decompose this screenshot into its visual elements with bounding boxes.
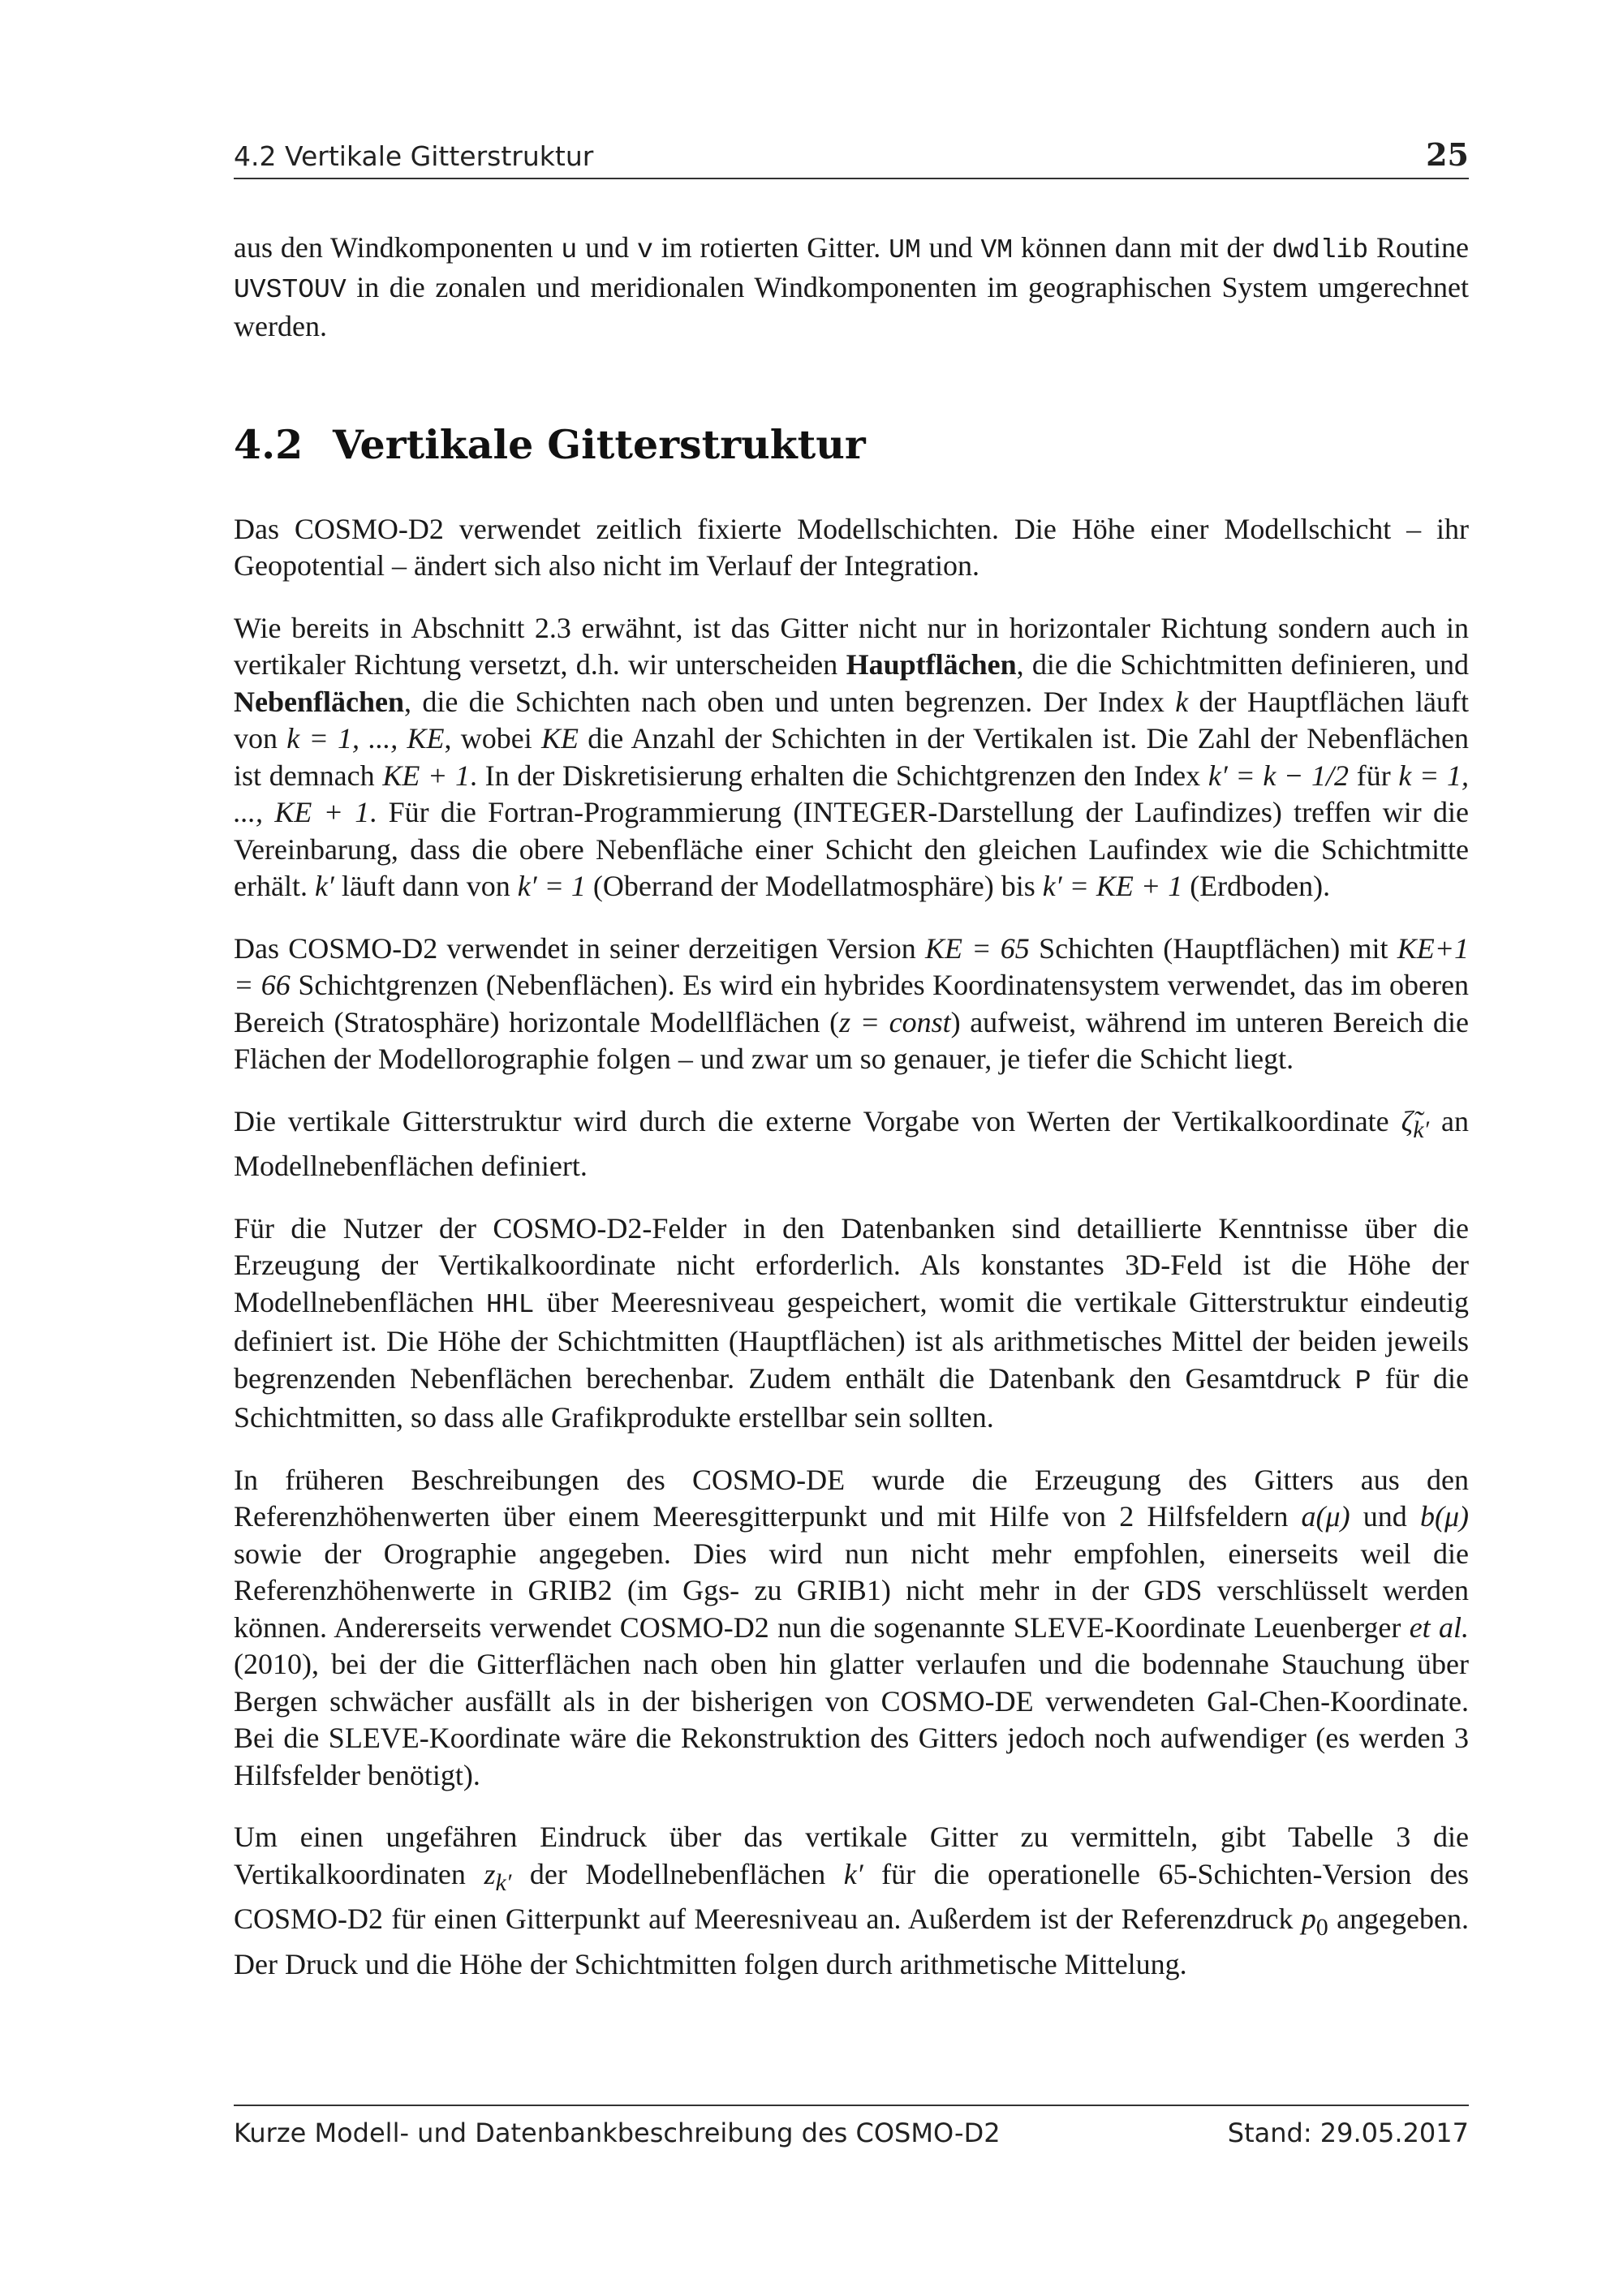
footer-date: Stand: 29.05.2017 <box>1227 2118 1469 2148</box>
paragraph-5: Für die Nutzer der COSMO-D2-Felder in den Datenbanken sind detaillierte Kenntnisse über die Erzeugung der Vertikalkoordinate nicht erforderlich. Als konstantes 3D-Feld ist die Höhe der Modellnebenflächen HHL über Meeresniveau gespeichert, womit die vertikale Gitterstruktur eindeutig definiert ist. Die Höhe der Schichtmitten (Hauptflächen) ist als arithmetisches Mittel der beiden jeweils begrenzenden Nebenflächen berechenbar. Zudem enthält die Datenbank den Gesamtdruck P für die Schichtmitten, so dass alle Grafikprodukte erstellbar sein sollten. <box>234 1211 1470 1434</box>
section-heading <box>234 420 1469 469</box>
header-section-title: 4.2 Vertikale Gitterstruktur <box>234 140 594 172</box>
paragraph-1: Das COSMO-D2 verwendet zeitlich fixierte Modellschichten. Die Höhe einer Modellschicht – ihr Geopotential – ändert sich also nicht im Verlauf der Integration. <box>234 512 1469 582</box>
section-number: 4.2 <box>234 420 304 468</box>
running-header <box>234 136 1469 173</box>
paragraph-6: In früheren Beschreibungen des COSMO-DE wurde die Erzeugung des Gitters aus den Referenzhöhenwerten über einem Meeresgitterpunkt und mit Hilfe von 2 Hilfsfeldern a(μ) und b(μ) sowie der Orographie angegeben. Dies wird nun nicht mehr empfohlen, einerseits weil die Referenzhöhenwerte in GRIB2 (im Ggs- zu GRIB1) nicht mehr in der GDS verschlüsselt werden können. Andererseits verwendet COSMO-D2 nun die sogenannte SLEVE-Koordinate Leuenberger et al. (2010), bei der die Gitterflächen nach oben hin glatter verlaufen und die bodennahe Stauchung über Bergen schwächer ausfällt als in der bisherigen von COSMO-DE verwendeten Gal-Chen-Koordinate. Bei die SLEVE-Koordinate wäre die Rekonstruktion des Gitters jedoch noch aufwendiger (es werden 3 Hilfsfelder benötigt). <box>234 1463 1469 1791</box>
paragraph-2: Wie bereits in Abschnitt 2.3 erwähnt, ist das Gitter nicht nur in horizontaler Richtung sondern auch in vertikaler Richtung versetzt, d.h. wir unterscheiden Hauptflächen, die die Schichtmitten definieren, und Nebenflächen, die die Schichten nach oben und unten begrenzen. Der Index k der Hauptflächen läuft von k = 1, ..., KE, wobei KE die Anzahl der Schichten in der Vertikalen ist. Die Zahl der Nebenflächen ist demnach KE + 1. In der Diskretisierung erhalten die Schichtgrenzen den Index k′ = k − 1/2 für k = 1, ..., KE + 1. Für die Fortran-Programmierung (INTEGER-Darstellung der Laufindizes) treffen wir die Vereinbarung, dass die obere Nebenfläche einer Schicht den gleichen Laufindex wie die Schichtmitte erhält. k′ läuft dann von k′ = 1 (Oberrand der Modellatmosphäre) bis k′ = KE + 1 (Erdboden). <box>234 611 1470 902</box>
header-rule <box>234 178 1469 179</box>
paragraph-3: Das COSMO-D2 verwendet in seiner derzeitigen Version KE = 65 Schichten (Hauptflächen) mit KE+1 = 66 Schichtgrenzen (Nebenflächen). Es wird ein hybrides Koordinatensystem verwendet, das im oberen Bereich (Stratosphäre) horizontale Modellflächen (z = const) aufweist, während im unteren Bereich die Flächen der Modellorographie folgen – und zwar um so genauer, je tiefer die Schicht liegt. <box>234 931 1470 1075</box>
section-title: Vertikale Gitterstruktur <box>333 420 866 468</box>
paragraph-7: Um einen ungefähren Eindruck über das vertikale Gitter zu vermitteln, gibt Tabelle 3 die Vertikalkoordinaten $z_{k'}$ der Modellnebenflächen k′ für die operationelle 65-Schichten-Version des COSMO-D2 für einen Gitterpunkt auf Meeresniveau an. Außerdem ist der Referenzdruck $p_0$ angegeben. Der Druck und die Höhe der Schichtmitten folgen durch arithmetische Mittelung. <box>234 1821 1470 1981</box>
page-number: 25 <box>1426 136 1469 173</box>
page-body <box>234 230 1469 2009</box>
running-footer <box>234 2118 1469 2148</box>
footer-title: Kurze Modell- und Datenbankbeschreibung des COSMO-D2 <box>234 2118 1001 2148</box>
footer-rule <box>234 2105 1469 2106</box>
paragraph-4: Die vertikale Gitterstruktur wird durch die externe Vorgabe von Werten der Vertikalkoordinate $\zetã_{k'}$ an Modellnebenflächen definiert. <box>234 1104 1469 1183</box>
intro-paragraph: aus den Windkomponenten u und v im rotierten Gitter. UM und VM können dann mit der dwdlib Routine UVSTOUV in die zonalen und meridionalen Windkomponenten im geographischen System umgerechnet werden. <box>234 231 1470 342</box>
